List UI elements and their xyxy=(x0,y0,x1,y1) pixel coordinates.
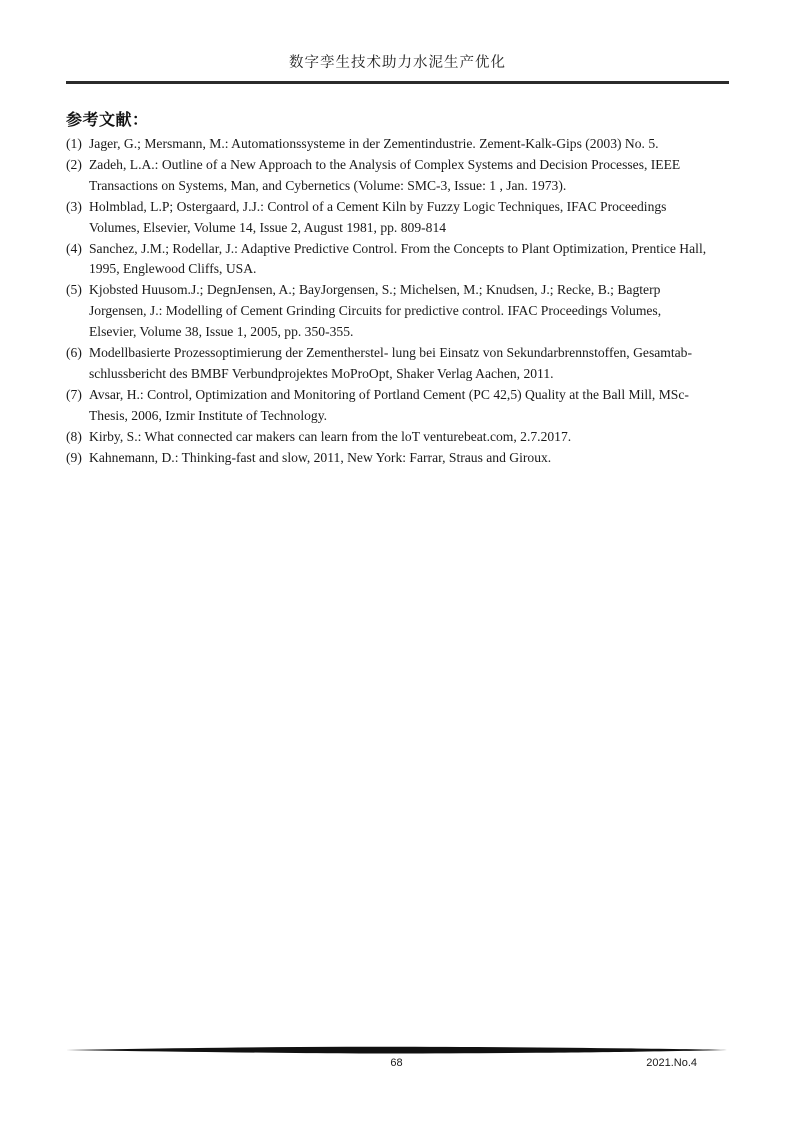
reference-line: schlussbericht des BMBF Verbundprojektes MoProOpt, Shaker Verlag Aachen, 2011. xyxy=(89,365,554,381)
reference-line: Avsar, H.: Control, Optimization and Monitoring of Portland Cement (PC 42,5) Quality at the Ball Mill, MSc- xyxy=(89,386,689,402)
page-header xyxy=(66,54,729,84)
reference-number: (4) xyxy=(66,240,82,256)
reference-text xyxy=(89,448,730,469)
reference-line: Volumes, Elsevier, Volume 14, Issue 2, August 1981, pp. 809-814 xyxy=(89,219,447,235)
reference-item xyxy=(66,134,730,155)
page-footer xyxy=(66,1056,727,1072)
header-title: 数字孪生技术助力水泥生产优化 xyxy=(289,55,506,71)
reference-line: Kjobsted Huusom.J.; DegnJensen, A.; BayJorgensen, S.; Michelsen, M.; Knudsen, J.; Recke, B.; Bagterp xyxy=(89,282,661,298)
reference-line: Elsevier, Volume 38, Issue 1, 2005, pp. 350-355. xyxy=(89,324,354,340)
reference-text xyxy=(89,343,730,385)
reference-line: Modellbasierte Prozessoptimierung der Zementherstel- lung bei Einsatz von Sekundarbrennstoffen, Gesamtab- xyxy=(89,345,692,361)
reference-line: Jager, G.; Mersmann, M.: Automationssysteme in der Zementindustrie. Zement-Kalk-Gips (2003) No. 5. xyxy=(89,136,659,151)
reference-line: Zadeh, L.A.: Outline of a New Approach to the Analysis of Complex Systems and Decision Processes, IEEE xyxy=(89,156,681,172)
reference-text xyxy=(89,155,730,197)
reference-number: (3) xyxy=(66,198,82,214)
reference-number: (5) xyxy=(66,282,82,298)
footer-rule xyxy=(66,1045,727,1056)
reference-line: Holmblad, L.P; Ostergaard, J.J.: Control of a Cement Kiln by Fuzzy Logic Techniques, IFAC Proceedings xyxy=(89,198,667,214)
reference-number: (6) xyxy=(66,345,82,361)
references-heading: 参考文献： xyxy=(66,112,149,129)
reference-text xyxy=(89,385,730,427)
reference-line: Kahnemann, D.: Thinking-fast and slow, 2011, New York: Farrar, Straus and Giroux. xyxy=(89,449,552,465)
issue-label: 2021.No.4 xyxy=(646,1057,697,1069)
reference-item xyxy=(66,280,730,343)
reference-text xyxy=(89,134,730,155)
reference-number: (2) xyxy=(66,156,82,172)
reference-line: Transactions on Systems, Man, and Cybernetics (Volume: SMC-3, Issue: 1 , Jan. 1973). xyxy=(89,177,567,193)
reference-item xyxy=(66,239,730,281)
reference-number: (9) xyxy=(66,449,82,465)
reference-item xyxy=(66,427,730,448)
reference-text xyxy=(89,427,730,448)
reference-number: (8) xyxy=(66,428,82,444)
reference-line: 1995, Englewood Cliffs, USA. xyxy=(89,261,257,277)
references-list xyxy=(66,134,730,469)
reference-item xyxy=(66,155,730,197)
reference-line: Jorgensen, J.: Modelling of Cement Grinding Circuits for predictive control. IFAC Proceedings Volumes, xyxy=(89,303,662,319)
reference-item xyxy=(66,385,730,427)
reference-number: (1) xyxy=(66,136,82,151)
page-number: 68 xyxy=(390,1057,403,1069)
reference-item xyxy=(66,197,730,239)
reference-line: Sanchez, J.M.; Rodellar, J.: Adaptive Predictive Control. From the Concepts to Plant Optimization, Prentice Hall, xyxy=(89,240,707,256)
reference-text xyxy=(89,280,730,343)
reference-text xyxy=(89,239,730,281)
reference-line: Kirby, S.: What connected car makers can learn from the loT venturebeat.com, 2.7.2017. xyxy=(89,428,572,444)
reference-text xyxy=(89,197,730,239)
reference-item xyxy=(66,448,730,469)
reference-item xyxy=(66,343,730,385)
reference-line: Thesis, 2006, Izmir Institute of Technology. xyxy=(89,407,328,423)
reference-number: (7) xyxy=(66,386,82,402)
header-rule xyxy=(66,81,729,84)
